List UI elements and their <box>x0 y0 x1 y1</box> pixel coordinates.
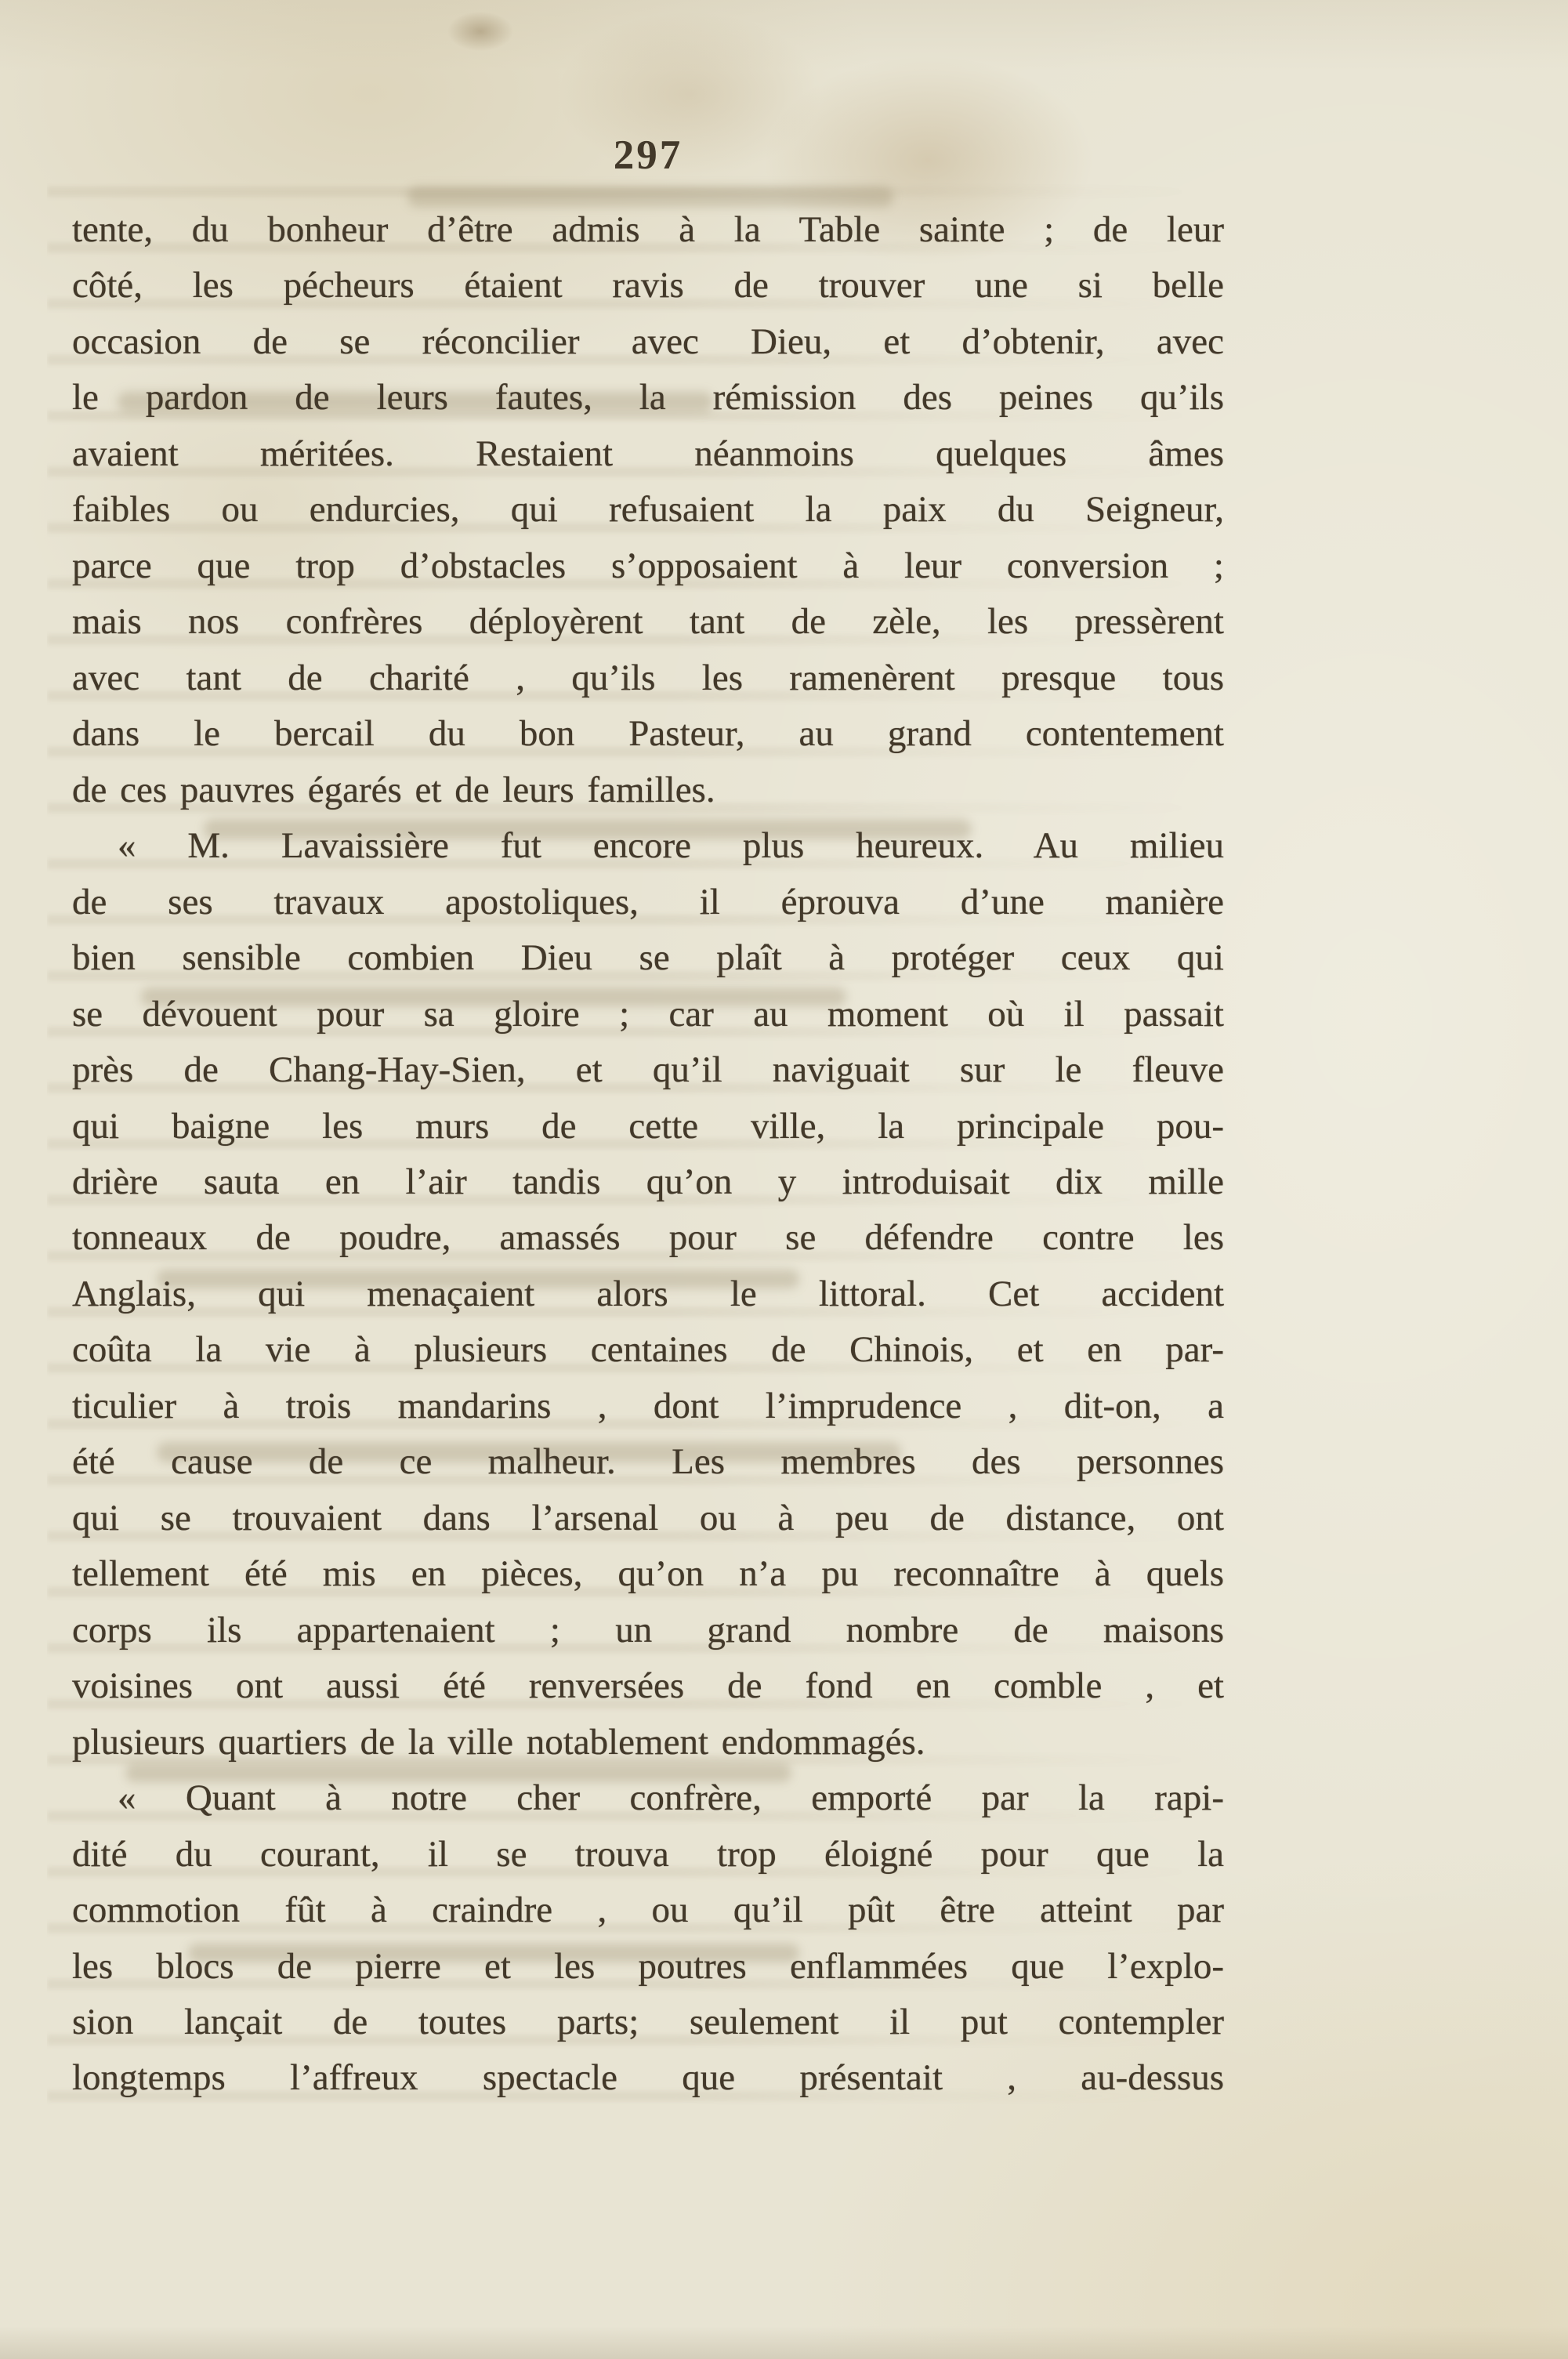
text-line: ticulier à trois mandarins , dont l’imprudence , dit-on, a <box>72 1385 1224 1426</box>
text-line: mais nos confrères déployèrent tant de zèle, les pressèrent <box>72 601 1224 643</box>
text-line: bien sensible combien Dieu se plaît à protéger ceux qui <box>72 937 1224 979</box>
text-line: « M. Lavaissière fut encore plus heureux. Au milieu <box>118 825 1224 867</box>
text-line: été cause de ce malheur. Les membres des personnes <box>72 1441 1224 1483</box>
text-line: les blocs de pierre et les poutres enflammées que l’explo- <box>72 1945 1224 1987</box>
text-line: qui baigne les murs de cette ville, la principale pou- <box>72 1105 1224 1147</box>
text-line: tellement été mis en pièces, qu’on n’a pu reconnaître à quels <box>72 1553 1224 1595</box>
text-line: près de Chang-Hay-Sien, et qu’il naviguait sur le fleuve <box>72 1049 1224 1091</box>
text-line: de ses travaux apostoliques, il éprouva d’une manière <box>72 881 1224 922</box>
text-line: longtemps l’affreux spectacle que présentait , au-dessus <box>72 2057 1224 2099</box>
text-line: dans le bercail du bon Pasteur, au grand contentement <box>72 713 1224 755</box>
text-line: coûta la vie à plusieurs centaines de Chinois, et en par- <box>72 1329 1224 1371</box>
text-line: plusieurs quartiers de la ville notablement endommagés. <box>72 1721 925 1763</box>
text-line: avec tant de charité , qu’ils les ramenèrent presque tous <box>72 657 1224 698</box>
text-line: faibles ou endurcies, qui refusaient la paix du Seigneur, <box>72 489 1224 531</box>
text-line: parce que trop d’obstacles s’opposaient à leur conversion ; <box>72 545 1224 586</box>
text-line: drière sauta en l’air tandis qu’on y introduisait dix mille <box>72 1161 1224 1202</box>
text-line: dité du courant, il se trouva trop éloigné pour que la <box>72 1833 1224 1875</box>
text-line: le pardon de leurs fautes, la rémission des peines qu’ils <box>72 377 1224 419</box>
text-line: Anglais, qui menaçaient alors le littoral. Cet accident <box>72 1273 1224 1314</box>
page-number: 297 <box>613 132 683 178</box>
text-line: voisines ont aussi été renversées de fond en comble , et <box>72 1665 1224 1707</box>
text-line: tonneaux de poudre, amassés pour se défendre contre les <box>72 1217 1224 1259</box>
text-line: tente, du bonheur d’être admis à la Table sainte ; de leur <box>72 209 1224 250</box>
text-line: de ces pauvres égarés et de leurs familles. <box>72 769 715 810</box>
text-line: côté, les pécheurs étaient ravis de trouver une si belle <box>72 265 1224 306</box>
text-block <box>72 202 1224 2107</box>
text-line: corps ils appartenaient ; un grand nombre de maisons <box>72 1609 1224 1651</box>
text-line: se dévouent pour sa gloire ; car au moment où il passait <box>72 993 1224 1035</box>
text-line: avaient méritées. Restaient néanmoins quelques âmes <box>72 433 1224 474</box>
text-line: qui se trouvaient dans l’arsenal ou à peu de distance, ont <box>72 1497 1224 1538</box>
text-line: occasion de se réconcilier avec Dieu, et d’obtenir, avec <box>72 321 1224 362</box>
text-line: « Quant à notre cher confrère, emporté par la rapi- <box>118 1777 1224 1819</box>
text-line: sion lançait de toutes parts; seulement il put contempler <box>72 2002 1224 2042</box>
text-line: commotion fût à craindre , ou qu’il pût être atteint par <box>72 1890 1224 1931</box>
